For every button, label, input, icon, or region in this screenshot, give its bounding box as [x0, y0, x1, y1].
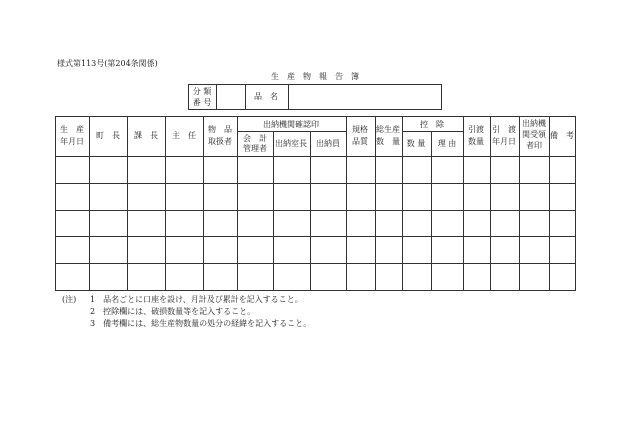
col-divider	[549, 116, 550, 291]
col-divider	[273, 131, 274, 291]
header-production-date: 生 産	[60, 125, 84, 134]
col-divider	[165, 116, 166, 291]
col-divider	[402, 116, 403, 291]
header-receipt-stamp-3: 者印	[526, 141, 542, 150]
header-section-chief: 課 長	[134, 131, 158, 140]
header-deduction-reason: 理 由	[437, 139, 457, 148]
col-divider	[463, 116, 464, 291]
header-transfer-date: 引 渡	[492, 125, 516, 134]
category-box	[188, 84, 442, 110]
group-header-line	[237, 131, 346, 132]
header-accounting-manager-2: 管理者	[243, 144, 267, 153]
group-header-line	[402, 131, 463, 132]
note-item: 2 控除欄には、破損数量等を記入すること。	[90, 307, 256, 316]
header-town-chief: 町 長	[96, 131, 120, 140]
header-receipt-stamp-2: 関受領	[522, 130, 546, 139]
header-deduction-group: 控 除	[420, 120, 444, 129]
note-item: 3 備考欄には、総生産物数量の処分の経緯を記入すること。	[90, 319, 312, 328]
item-name-label: 品 名	[254, 92, 278, 101]
row-divider	[55, 183, 576, 184]
notes-prefix: (注)	[62, 295, 77, 304]
header-spec: 規格	[352, 125, 368, 134]
col-divider	[89, 116, 90, 291]
header-transfer-qty: 引渡	[468, 125, 484, 134]
col-divider	[346, 116, 347, 291]
header-spec-2: 品質	[352, 137, 368, 146]
header-accounting-manager: 会 計	[243, 134, 267, 143]
col-divider	[127, 116, 128, 291]
col-divider	[431, 131, 432, 291]
item-name-divider	[288, 84, 289, 110]
row-divider	[55, 263, 576, 264]
header-receipt-stamp: 出納機	[522, 119, 546, 128]
header-disbursement-chief: 出納室長	[275, 139, 307, 148]
note-item: 1 品名ごとに口座を設け、月計及び累計を記入すること。	[90, 295, 303, 304]
category-label-1: 分 類	[192, 87, 212, 96]
col-divider	[519, 116, 520, 291]
col-divider	[237, 116, 238, 291]
header-production-date-2: 年月日	[60, 137, 84, 146]
form-id: 様式第113号(第204条関係)	[57, 59, 158, 68]
col-divider	[490, 116, 491, 291]
header-deduction-qty: 数 量	[406, 139, 426, 148]
header-transfer-date-2: 年月日	[492, 137, 516, 146]
header-bottom-line	[55, 156, 576, 157]
header-total-production: 総生産	[376, 125, 400, 134]
header-total-production-2: 数 量	[376, 137, 400, 146]
header-disbursement-officer: 出納員	[316, 139, 340, 148]
header-goods-handler-2: 取扱者	[208, 137, 232, 146]
category-value-divider	[245, 84, 246, 110]
row-divider	[55, 210, 576, 211]
page-title: 生 産 物 報 告 簿	[271, 72, 359, 81]
row-divider	[55, 236, 576, 237]
col-divider	[310, 131, 311, 291]
header-disbursement-group: 出納機関確認印	[263, 120, 319, 129]
col-divider	[203, 116, 204, 291]
header-transfer-qty-2: 数量	[468, 137, 484, 146]
category-divider	[216, 84, 217, 110]
category-label-2: 番 号	[192, 98, 212, 107]
header-goods-handler: 物 品	[208, 125, 232, 134]
header-remarks: 備 考	[550, 131, 574, 140]
header-supervisor: 主 任	[172, 131, 196, 140]
